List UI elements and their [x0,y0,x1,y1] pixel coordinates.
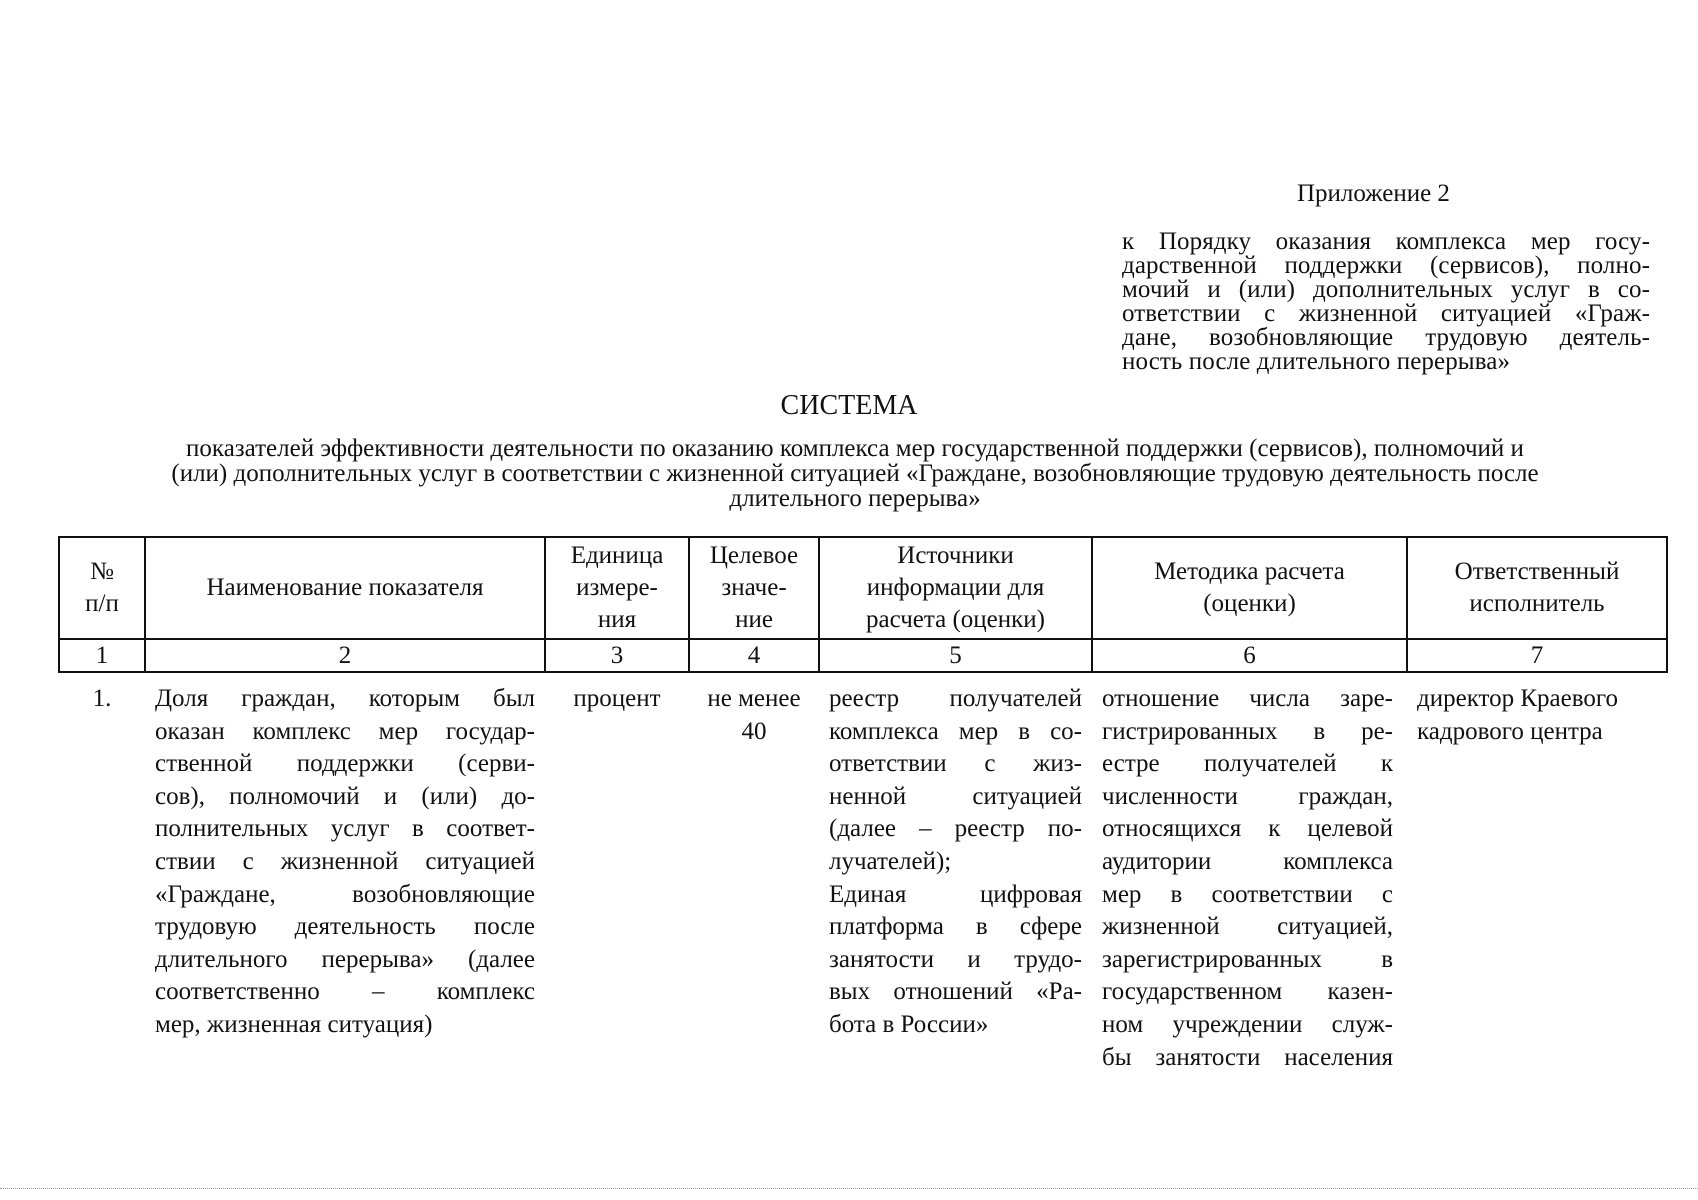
method-line: численности граждан, [1102,782,1393,810]
method-line: зарегистрированных в [1102,945,1393,973]
method-cell [1092,672,1407,1074]
sources-line: занятости и трудо- [829,945,1082,973]
indicator-name-line: трудовую деятельность после [155,913,535,941]
sources-line: (далее – реестр по- [829,815,1082,843]
indicator-name-line: сов), полномочий и (или) до- [155,782,535,810]
sources-line: Единая цифровая [829,880,1082,908]
method-line: мер в соответствии с [1102,880,1393,908]
appendix-text [1122,230,1650,374]
subtitle-line: (или) дополнительных услуг в соответствии с жизненной ситуацией «Граждане, возобновляющие трудовую деятельность после [171,460,1539,487]
column-number: 3 [545,639,689,672]
header-number: № п/п [59,537,145,639]
indicator-name-line: длительного перерыва» (далее [155,945,535,973]
sources-line: комплекса мер в со- [829,717,1082,745]
sources-line: ненной ситуацией [829,782,1082,810]
subtitle-line: показателей эффективности деятельности по оказанию комплекса мер государственной поддержки (сервисов), полномочий и [186,435,1524,462]
row-number: 1. [92,685,112,712]
column-number: 1 [59,639,145,672]
sources-line: ответствии с жиз- [829,750,1082,778]
method-line: относящихся к целевой [1102,815,1393,843]
document-subtitle [70,436,1640,511]
indicator-name-cell [145,672,545,1074]
method-line: ном учреждении служ- [1102,1010,1393,1038]
unit-cell: процент [573,685,661,712]
table-row [59,672,1667,1074]
appendix-line: дане, возобновляющие трудовую деятель- [1122,324,1650,351]
indicator-name-line: ствии с жизненной ситуацией [155,847,535,875]
column-number: 7 [1407,639,1667,672]
method-line: отношение числа заре- [1102,685,1393,712]
table-header-row [59,537,1667,639]
sources-line: бота в России» [829,1010,989,1038]
target-value-line: 40 [741,717,767,745]
target-value-line: не менее [707,685,801,712]
header-target-value: Целевое значе- ние [689,537,819,639]
column-number: 5 [819,639,1092,672]
column-number: 6 [1092,639,1407,672]
sources-line: лучателей); [829,847,952,875]
appendix-line: мочий и (или) дополнительных услуг в со- [1122,276,1650,303]
sources-line: платформа в сфере [829,913,1082,941]
appendix-line: к Порядку оказания комплекса мер госу- [1122,228,1650,255]
method-line: государственном казен- [1102,978,1393,1006]
sources-line: вых отношений «Ра- [829,978,1082,1006]
responsible-cell [1407,672,1667,1074]
responsible-line: директор Краевого [1417,685,1618,712]
method-line: бы занятости населения [1102,1043,1393,1071]
indicator-name-line: мер, жизненная ситуация) [155,1010,433,1038]
appendix-line: дарственной поддержки (сервисов), полно- [1122,252,1650,279]
header-unit: Единица измере- ния [545,537,689,639]
header-sources: Источники информации для расчета (оценки) [819,537,1092,639]
column-number-row [59,639,1667,672]
header-responsible: Ответственный исполнитель [1407,537,1667,639]
responsible-line: кадрового центра [1417,717,1603,745]
subtitle-line: длительного перерыва» [729,485,981,512]
appendix-line: ность после длительного перерыва» [1122,348,1511,375]
sources-cell [819,672,1092,1074]
appendix-line: ответствии с жизненной ситуацией «Граж- [1122,300,1650,327]
column-number: 4 [689,639,819,672]
indicators-table [58,536,1668,1074]
target-value-cell [689,672,819,1074]
sources-line: реестр получателей [829,685,1082,712]
appendix-title: Приложение 2 [1297,180,1450,207]
method-line: жизненной ситуацией, [1102,913,1393,941]
document-title: СИСТЕМА [780,390,918,421]
column-number: 2 [145,639,545,672]
indicator-name-line: Доля граждан, которым был [155,685,535,712]
header-method: Методика расчета (оценки) [1092,537,1407,639]
method-line: аудитории комплекса [1102,847,1393,875]
indicator-name-line: оказан комплекс мер государ- [155,717,535,745]
method-line: естре получателей к [1102,750,1393,778]
indicator-name-line: полнительных услуг в соответ- [155,815,535,843]
indicator-name-line: ственной поддержки (серви- [155,750,535,778]
indicator-name-line: «Граждане, возобновляющие [155,880,535,908]
header-indicator-name: Наименование показателя [145,537,545,639]
scan-edge-line [0,1188,1698,1189]
indicator-name-line: соответственно – комплекс [155,978,535,1006]
method-line: гистрированных в ре- [1102,717,1393,745]
